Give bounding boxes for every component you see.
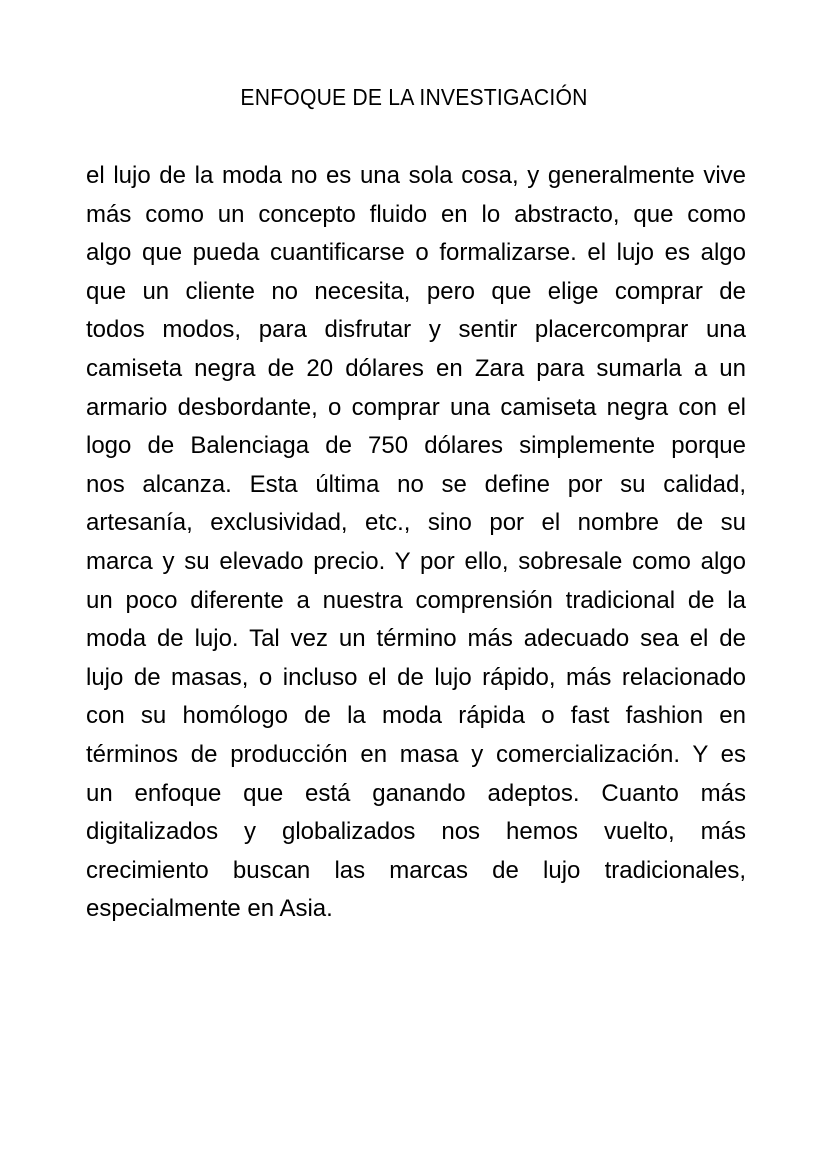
paragraph-line: moda de lujo. Tal vez un término más adecuado sea el de — [86, 625, 746, 653]
paragraph-line: nos alcanza. Esta última no se define por su calidad, — [86, 470, 746, 498]
paragraph-line: camiseta negra de 20 dólares en Zara para sumarla a un — [86, 354, 746, 382]
paragraph-line: lujo de masas, o incluso el de lujo rápido, más relacionado — [86, 663, 746, 691]
paragraph-line: términos de producción en masa y comercialización. Y es — [86, 740, 746, 768]
paragraph-line: marca y su elevado precio. Y por ello, sobresale como algo — [86, 547, 746, 575]
paragraph-line: un poco diferente a nuestra comprensión tradicional de la — [86, 586, 746, 614]
paragraph-line: todos modos, para disfrutar y sentir placercomprar una — [86, 316, 746, 344]
paragraph-line: algo que pueda cuantificarse o formalizarse. el lujo es algo — [86, 239, 746, 267]
paragraph-line: un enfoque que está ganando adeptos. Cuanto más — [86, 779, 746, 807]
paragraph-line: el lujo de la moda no es una sola cosa, y generalmente vive — [86, 162, 746, 189]
paragraph-line: más como un concepto fluido en lo abstracto, que como — [86, 200, 746, 228]
paragraph-line: con su homólogo de la moda rápida o fast fashion en — [86, 702, 746, 730]
body-paragraph — [86, 157, 746, 929]
page-title: ENFOQUE DE LA INVESTIGACIÓN — [240, 84, 588, 110]
paragraph-line: artesanía, exclusividad, etc., sino por el nombre de su — [86, 509, 746, 537]
paragraph-line: digitalizados y globalizados nos hemos vuelto, más — [86, 818, 746, 846]
paragraph-line: crecimiento buscan las marcas de lujo tradicionales, — [86, 856, 746, 884]
paragraph-line: especialmente en Asia. — [86, 895, 333, 923]
paragraph-line: logo de Balenciaga de 750 dólares simplemente porque — [86, 432, 746, 460]
paragraph-line: armario desbordante, o comprar una camiseta negra con el — [86, 393, 746, 421]
paragraph-line: que un cliente no necesita, pero que elige comprar de — [86, 277, 746, 305]
